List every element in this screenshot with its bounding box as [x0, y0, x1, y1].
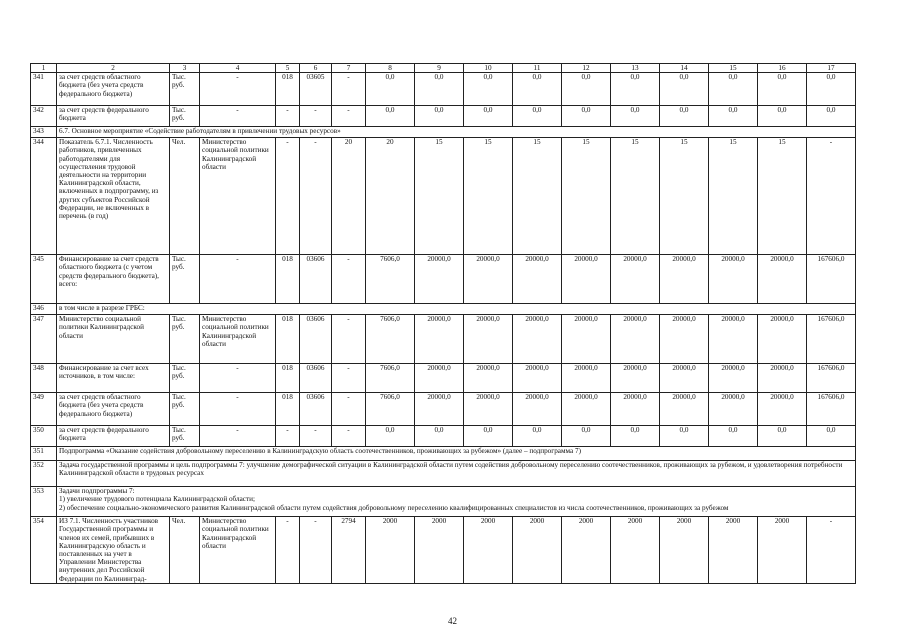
value-cell: 15: [513, 138, 562, 255]
table-row: [31, 315, 856, 364]
value-cell: 20000,0: [709, 393, 758, 426]
header-row: [31, 64, 856, 73]
unit-cell: Тыс. руб.: [170, 255, 200, 304]
value-cell: 0,0: [611, 106, 660, 127]
row-number-cell: 351: [31, 447, 57, 461]
value-cell: 7606,0: [366, 315, 415, 364]
value-cell: 0,0: [366, 426, 415, 447]
unit-cell: Чел.: [170, 138, 200, 255]
value-cell: 20000,0: [562, 255, 611, 304]
indicator-name-cell: за счет средств федерального бюджета: [57, 426, 170, 447]
value-cell: 20000,0: [611, 315, 660, 364]
value-cell: 0,0: [513, 426, 562, 447]
value-cell: 0,0: [415, 426, 464, 447]
value-cell: 20: [332, 138, 366, 255]
value-cell: -: [807, 138, 856, 255]
value-cell: 0,0: [366, 73, 415, 106]
page-number: 42: [448, 616, 457, 626]
value-cell: 20000,0: [415, 364, 464, 393]
value-cell: 0,0: [513, 73, 562, 106]
value-cell: 018: [276, 255, 300, 304]
unit-cell: Чел.: [170, 517, 200, 584]
responsible-cell: -: [200, 73, 276, 106]
value-cell: 20000,0: [562, 393, 611, 426]
value-cell: 7606,0: [366, 393, 415, 426]
value-cell: 2000: [709, 517, 758, 584]
value-cell: 15: [415, 138, 464, 255]
value-cell: 0,0: [709, 106, 758, 127]
value-cell: 20000,0: [611, 255, 660, 304]
value-cell: 0,0: [464, 426, 513, 447]
column-number-cell: 8: [366, 64, 415, 73]
value-cell: 15: [660, 138, 709, 255]
data-table: [30, 63, 856, 584]
indicator-name-cell: Министерство социальной политики Калининградской области: [57, 315, 170, 364]
table-row: [31, 487, 856, 517]
value-cell: -: [276, 426, 300, 447]
value-cell: 20000,0: [611, 393, 660, 426]
unit-cell: Тыс. руб.: [170, 393, 200, 426]
value-cell: 20000,0: [709, 364, 758, 393]
value-cell: 15: [611, 138, 660, 255]
row-number-cell: 348: [31, 364, 57, 393]
value-cell: 0,0: [513, 106, 562, 127]
table-row: [31, 364, 856, 393]
value-cell: 20000,0: [758, 393, 807, 426]
value-cell: 2000: [611, 517, 660, 584]
value-cell: 20000,0: [660, 255, 709, 304]
table-row: [31, 106, 856, 127]
value-cell: 15: [464, 138, 513, 255]
value-cell: -: [332, 315, 366, 364]
table-row: [31, 138, 856, 255]
column-number-cell: 12: [562, 64, 611, 73]
value-cell: 20000,0: [660, 315, 709, 364]
value-cell: 20000,0: [562, 315, 611, 364]
responsible-cell: Министерство социальной политики Калининградской области: [200, 315, 276, 364]
value-cell: 20000,0: [464, 364, 513, 393]
value-cell: 018: [276, 364, 300, 393]
column-number-cell: 13: [611, 64, 660, 73]
unit-cell: Тыс. руб.: [170, 73, 200, 106]
value-cell: 2000: [660, 517, 709, 584]
value-cell: 03606: [300, 364, 332, 393]
table-row: [31, 517, 856, 584]
value-cell: 018: [276, 315, 300, 364]
column-number-cell: 1: [31, 64, 57, 73]
value-cell: -: [276, 517, 300, 584]
column-number-cell: 11: [513, 64, 562, 73]
value-cell: 0,0: [611, 73, 660, 106]
value-cell: 20000,0: [758, 255, 807, 304]
value-cell: 0,0: [709, 73, 758, 106]
value-cell: -: [332, 426, 366, 447]
unit-cell: Тыс. руб.: [170, 426, 200, 447]
value-cell: 20000,0: [464, 393, 513, 426]
value-cell: 0,0: [758, 106, 807, 127]
value-cell: 167606,0: [807, 255, 856, 304]
indicator-name-cell: за счет средств областного бюджета (без учета средств федерального бюджета): [57, 73, 170, 106]
value-cell: 2000: [562, 517, 611, 584]
value-cell: 0,0: [562, 426, 611, 447]
column-number-cell: 4: [200, 64, 276, 73]
value-cell: -: [300, 426, 332, 447]
responsible-cell: -: [200, 393, 276, 426]
value-cell: 20000,0: [562, 364, 611, 393]
value-cell: 20000,0: [464, 255, 513, 304]
value-cell: 018: [276, 73, 300, 106]
value-cell: -: [807, 517, 856, 584]
value-cell: 167606,0: [807, 364, 856, 393]
row-number-cell: 343: [31, 127, 57, 138]
column-number-cell: 2: [57, 64, 170, 73]
indicator-name-cell: ИЗ 7.1. Численность участников Государственной программы и членов их семей, прибывших в Калининградскую область и поставленных на учет в Управлении Министерства внутренних дел Российской Федерации по Калининград-: [57, 517, 170, 584]
value-cell: 0,0: [464, 73, 513, 106]
table-row: [31, 304, 856, 315]
value-cell: -: [332, 364, 366, 393]
value-cell: 167606,0: [807, 393, 856, 426]
table-row: [31, 127, 856, 138]
column-number-cell: 15: [709, 64, 758, 73]
row-number-cell: 344: [31, 138, 57, 255]
value-cell: 2794: [332, 517, 366, 584]
column-number-cell: 3: [170, 64, 200, 73]
responsible-cell: -: [200, 106, 276, 127]
column-number-cell: 14: [660, 64, 709, 73]
column-number-cell: 16: [758, 64, 807, 73]
value-cell: 20000,0: [758, 364, 807, 393]
value-cell: 2000: [513, 517, 562, 584]
row-number-cell: 353: [31, 487, 57, 517]
responsible-cell: Министерство социальной политики Калининградской области: [200, 138, 276, 255]
column-number-cell: 7: [332, 64, 366, 73]
value-cell: 15: [709, 138, 758, 255]
value-cell: 0,0: [464, 106, 513, 127]
unit-cell: Тыс. руб.: [170, 364, 200, 393]
table-row: [31, 255, 856, 304]
row-number-cell: 347: [31, 315, 57, 364]
value-cell: 03605: [300, 73, 332, 106]
value-cell: 018: [276, 393, 300, 426]
value-cell: 20000,0: [513, 255, 562, 304]
value-cell: 7606,0: [366, 255, 415, 304]
value-cell: 0,0: [366, 106, 415, 127]
value-cell: 20000,0: [415, 255, 464, 304]
section-title-cell: Задачи подпрограммы 7: 1) увеличение трудового потенциала Калининградской области; 2) обеспечение социально-экономического развития Калининградской области путем содействия добровольному переселению квалифицированных специалистов из числа соотечественников, проживающих за рубежом: [57, 487, 856, 517]
value-cell: 20000,0: [415, 393, 464, 426]
value-cell: 167606,0: [807, 315, 856, 364]
value-cell: 03606: [300, 315, 332, 364]
row-number-cell: 350: [31, 426, 57, 447]
row-number-cell: 342: [31, 106, 57, 127]
value-cell: 0,0: [807, 106, 856, 127]
value-cell: 20000,0: [660, 393, 709, 426]
value-cell: -: [332, 73, 366, 106]
value-cell: 0,0: [807, 426, 856, 447]
value-cell: 0,0: [758, 73, 807, 106]
column-number-cell: 10: [464, 64, 513, 73]
responsible-cell: -: [200, 255, 276, 304]
section-title-cell: 6.7. Основное мероприятие «Содействие работодателям в привлечении трудовых ресурсов»: [57, 127, 856, 138]
value-cell: 0,0: [807, 73, 856, 106]
value-cell: 15: [758, 138, 807, 255]
value-cell: 0,0: [758, 426, 807, 447]
table-row: [31, 447, 856, 461]
row-number-cell: 341: [31, 73, 57, 106]
value-cell: 20000,0: [513, 393, 562, 426]
section-title-cell: Подпрограмма «Оказание содействия добровольному переселению в Калининградскую область соотечественников, проживающих за рубежом» (далее – подпрограмма 7): [57, 447, 856, 461]
row-number-cell: 345: [31, 255, 57, 304]
value-cell: 0,0: [415, 73, 464, 106]
section-title-cell: в том числе в разрезе ГРБС:: [57, 304, 856, 315]
value-cell: -: [300, 106, 332, 127]
responsible-cell: Министерство социальной политики Калининградской области: [200, 517, 276, 584]
column-number-cell: 9: [415, 64, 464, 73]
value-cell: 03606: [300, 393, 332, 426]
value-cell: 20000,0: [660, 364, 709, 393]
row-number-cell: 354: [31, 517, 57, 584]
responsible-cell: -: [200, 364, 276, 393]
value-cell: 03606: [300, 255, 332, 304]
column-number-cell: 17: [807, 64, 856, 73]
value-cell: 0,0: [415, 106, 464, 127]
indicator-name-cell: Финансирование за счет всех источников, в том числе:: [57, 364, 170, 393]
table-row: [31, 426, 856, 447]
indicator-name-cell: Показатель 6.7.1. Численность работников, привлеченных работодателями для осуществления трудовой деятельности на территории Калининградской области, включенных в подпрограмму, из других субъектов Российской Федерации, не включенных в перечень (в год): [57, 138, 170, 255]
table-row: [31, 393, 856, 426]
value-cell: -: [300, 138, 332, 255]
row-number-cell: 352: [31, 461, 57, 487]
row-number-cell: 346: [31, 304, 57, 315]
unit-cell: Тыс. руб.: [170, 106, 200, 127]
value-cell: 20000,0: [464, 315, 513, 364]
value-cell: -: [332, 106, 366, 127]
value-cell: 2000: [464, 517, 513, 584]
value-cell: 15: [562, 138, 611, 255]
value-cell: 0,0: [562, 106, 611, 127]
value-cell: 20000,0: [611, 364, 660, 393]
value-cell: 20000,0: [513, 364, 562, 393]
value-cell: 20: [366, 138, 415, 255]
value-cell: 0,0: [562, 73, 611, 106]
value-cell: 20000,0: [513, 315, 562, 364]
column-number-cell: 5: [276, 64, 300, 73]
row-number-cell: 349: [31, 393, 57, 426]
value-cell: -: [276, 106, 300, 127]
table-row: [31, 461, 856, 487]
value-cell: 0,0: [660, 73, 709, 106]
column-number-cell: 6: [300, 64, 332, 73]
value-cell: 20000,0: [709, 315, 758, 364]
value-cell: 0,0: [660, 426, 709, 447]
responsible-cell: -: [200, 426, 276, 447]
indicator-name-cell: за счет средств областного бюджета (без учета средств федерального бюджета): [57, 393, 170, 426]
value-cell: 7606,0: [366, 364, 415, 393]
table-row: [31, 73, 856, 106]
value-cell: -: [332, 393, 366, 426]
value-cell: 2000: [366, 517, 415, 584]
unit-cell: Тыс. руб.: [170, 315, 200, 364]
indicator-name-cell: за счет средств федерального бюджета: [57, 106, 170, 127]
value-cell: -: [300, 517, 332, 584]
value-cell: 0,0: [611, 426, 660, 447]
value-cell: 20000,0: [415, 315, 464, 364]
value-cell: 20000,0: [709, 255, 758, 304]
value-cell: 2000: [415, 517, 464, 584]
value-cell: 20000,0: [758, 315, 807, 364]
value-cell: -: [276, 138, 300, 255]
section-title-cell: Задача государственной программы и цель подпрограммы 7: улучшение демографической ситуации в Калининградской области путем содействия добровольному переселению соотечественников, проживающих за рубежом, и удовлетворения потребности Калининградской области в трудовых ресурсах: [57, 461, 856, 487]
value-cell: 0,0: [709, 426, 758, 447]
value-cell: 2000: [758, 517, 807, 584]
value-cell: -: [332, 255, 366, 304]
value-cell: 0,0: [660, 106, 709, 127]
indicator-name-cell: Финансирование за счет средств областного бюджета (с учетом средств федерального бюджета), всего:: [57, 255, 170, 304]
